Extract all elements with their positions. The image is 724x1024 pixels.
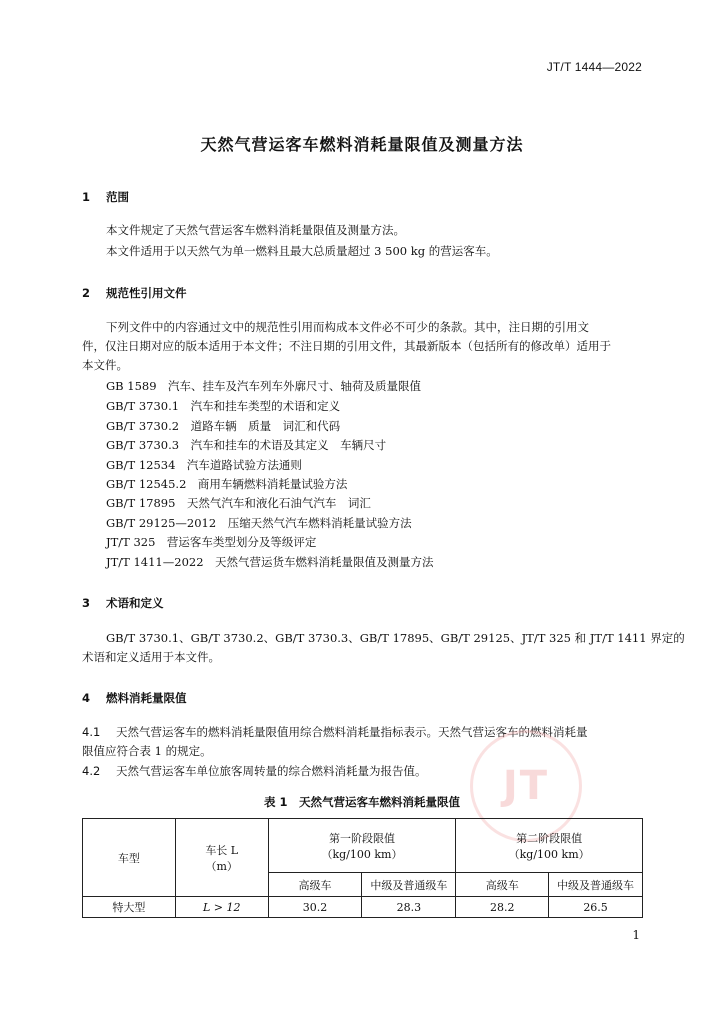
section-2-heading [82, 285, 187, 301]
section-title: 范围 [106, 190, 129, 204]
reference-item: GB/T 3730.3 汽车和挂车的术语及其定义 车辆尺寸 [106, 438, 387, 452]
section-4-heading [82, 690, 187, 706]
cell-s1-high: 30.2 [268, 897, 362, 918]
paragraph-line: 件，仅注日期对应的版本适用于本文件；不注日期的引用文件，其最新版本（包括所有的修改单）适用于 [82, 339, 611, 353]
paragraph: 本文件规定了天然气营运客车燃料消耗量限值及测量方法。 [106, 223, 405, 237]
subheader-mid: 中级及普通级车 [549, 873, 643, 897]
header-cell-stage2 [456, 819, 643, 873]
table-header-row [83, 819, 643, 873]
reference-item: GB/T 12545.2 商用车辆燃料消耗量试验方法 [106, 477, 348, 491]
stage2-unit: （kg/100 km） [508, 847, 590, 861]
page-number: 1 [632, 928, 640, 942]
fuel-limit-table [82, 818, 643, 918]
section-number: 2 [82, 286, 91, 300]
reference-item: GB/T 3730.1 汽车和挂车类型的术语和定义 [106, 399, 341, 413]
clause-number: 4.2 [82, 764, 101, 778]
header-length-label: 车长 L [205, 843, 239, 857]
section-3-heading [82, 595, 164, 611]
reference-item: GB 1589 汽车、挂车及汽车列车外廓尺寸、轴荷及质量限值 [106, 379, 422, 393]
section-title: 术语和定义 [106, 596, 164, 610]
subheader-high: 高级车 [268, 873, 362, 897]
paragraph: 本文件适用于以天然气为单一燃料且最大总质量超过 3 500 kg 的营运客车。 [106, 244, 498, 258]
watermark-text: JT [502, 763, 550, 809]
header-cell-type: 车型 [83, 819, 176, 897]
reference-item: GB/T 29125—2012 压缩天然气汽车燃料消耗量试验方法 [106, 516, 412, 530]
table-caption: 表 1 天然气营运客车燃料消耗量限值 [263, 795, 460, 809]
cell-s2-high: 28.2 [456, 897, 549, 918]
stage2-label: 第二阶段限值 [516, 831, 583, 845]
stage1-label: 第一阶段限值 [328, 831, 395, 845]
document-title: 天然气营运客车燃料消耗量限值及测量方法 [200, 135, 524, 154]
standard-code: JT/T 1444—2022 [546, 60, 642, 74]
cell-type: 特大型 [83, 897, 176, 918]
subheader-high: 高级车 [456, 873, 549, 897]
clause-line: 天然气营运客车单位旅客周转量的综合燃料消耗量为报告值。 [116, 764, 427, 778]
clause-line: 限值应符合表 1 的规定。 [82, 744, 212, 758]
section-title: 规范性引用文件 [106, 286, 187, 300]
section-number: 4 [82, 691, 91, 705]
section-title: 燃料消耗量限值 [106, 691, 187, 705]
section-number: 1 [82, 190, 91, 204]
header-length-unit: （m） [205, 859, 238, 873]
paragraph-line: 术语和定义适用于本文件。 [82, 650, 220, 664]
clause-number: 4.1 [82, 725, 101, 739]
table-row [83, 897, 643, 918]
paragraph-line: 本文件。 [82, 358, 128, 372]
reference-item: JT/T 1411—2022 天然气营运货车燃料消耗量限值及测量方法 [106, 555, 434, 569]
cell-s1-mid: 28.3 [362, 897, 456, 918]
reference-item: GB/T 12534 汽车道路试验方法通则 [106, 458, 302, 472]
cell-s2-mid: 26.5 [549, 897, 643, 918]
section-1-heading [82, 189, 129, 205]
reference-item: JT/T 325 营运客车类型划分及等级评定 [106, 535, 317, 549]
stage1-unit: （kg/100 km） [321, 847, 403, 861]
clause-4-1 [82, 723, 643, 741]
cell-length: L > 12 [175, 897, 268, 918]
clause-line: 天然气营运客车的燃料消耗量限值用综合燃料消耗量指标表示。天然气营运客车的燃料消耗量 [116, 725, 588, 739]
header-cell-stage1 [268, 819, 456, 873]
section-number: 3 [82, 596, 91, 610]
paragraph-line: GB/T 3730.1、GB/T 3730.2、GB/T 3730.3、GB/T 17895、GB/T 29125、JT/T 325 和 JT/T 1411 界定的 [106, 631, 685, 645]
header-cell-length [175, 819, 268, 897]
subheader-mid: 中级及普通级车 [362, 873, 456, 897]
paragraph-line: 下列文件中的内容通过文中的规范性引用而构成本文件必不可少的条款。其中，注日期的引用文 [106, 320, 589, 334]
reference-item: GB/T 3730.2 道路车辆 质量 词汇和代码 [106, 419, 341, 433]
reference-item: GB/T 17895 天然气汽车和液化石油气汽车 词汇 [106, 496, 371, 510]
